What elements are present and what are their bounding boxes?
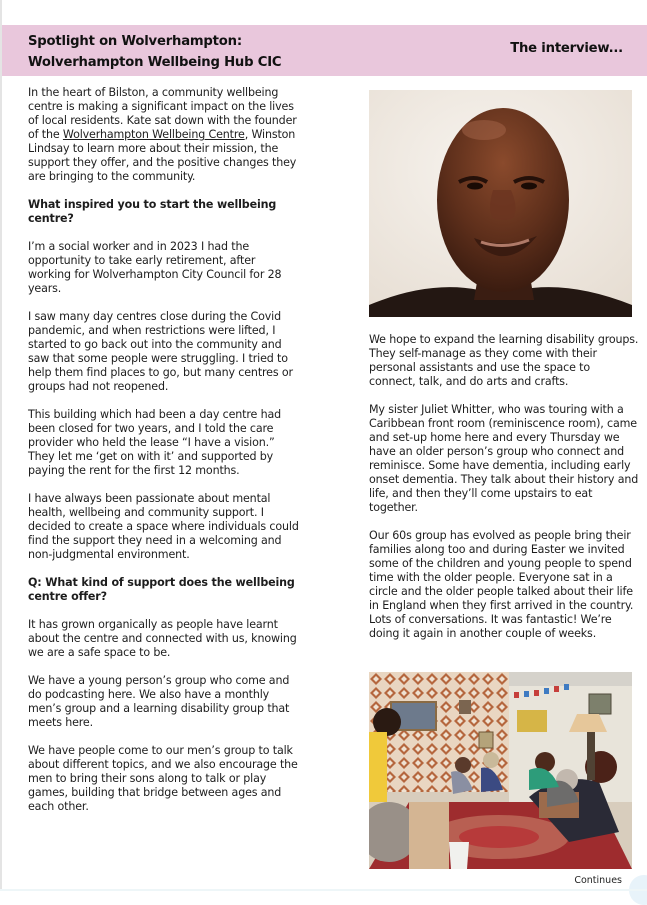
answer-2-paragraph-2: We have a young person’s group who come and do podcasting here. We also have a monthly men’s group and a learning disability group that meets here. bbox=[28, 674, 290, 729]
article-title-line2: Wolverhampton Wellbeing Hub CIC bbox=[28, 55, 282, 70]
answer-1-paragraph-4: I have always been passionate about mental health, wellbeing and community support. I decided to create a space where individuals could find the support they need in a welcoming and non-judgmental environment. bbox=[28, 492, 299, 561]
intro-text-start: In the heart of Bilston, a community wellbeing centre is making a significant impact on the lives of local residents. Kate sat down with the founder of the bbox=[28, 86, 297, 141]
answer-1-paragraph-1: I’m a social worker and in 2023 I had the opportunity to take early retirement, after working for Wolverhampton City Council for 28 years. bbox=[28, 240, 282, 295]
right-paragraph-3: Our 60s group has evolved as people bring their families along too and during Easter we invited some of the children and young people to spend time with the older people. Everyone sat in a circle and the older people talked about their life in England when they first arrived in the country. Lots of conversations. It was fantastic! We’re doing it again in another couple of weeks. bbox=[369, 529, 634, 640]
intro-paragraph bbox=[28, 86, 300, 184]
answer-2-paragraph-1: It has grown organically as people have learnt about the centre and connected with us, knowing we are a safe space to be. bbox=[28, 618, 297, 659]
group-session-photo bbox=[369, 672, 632, 869]
answer-1-paragraph-3: This building which had been a day centre had been closed for two years, and I told the care provider who held the lease “I have a vision.” They let me ‘get on with it’ and supported by paying the rent for the first 12 months. bbox=[28, 408, 281, 477]
question-2: Q: What kind of support does the wellbeing centre offer? bbox=[28, 576, 295, 603]
answer-1-paragraph-2: I saw many day centres close during the Covid pandemic, and when restrictions were lifted, I started to go back out into the community and saw that some people were struggling. I tried to help them find places to go, but many centres or groups had not reopened. bbox=[28, 310, 293, 393]
article-title bbox=[28, 31, 281, 73]
wellbeing-centre-link[interactable]: Wolverhampton Wellbeing Centre bbox=[62, 128, 245, 141]
section-label: The interview... bbox=[510, 41, 623, 56]
page-left-border bbox=[0, 0, 2, 891]
portrait-illustration bbox=[369, 90, 632, 317]
left-column bbox=[28, 86, 300, 828]
right-column bbox=[369, 333, 639, 655]
header-banner bbox=[2, 25, 647, 76]
right-paragraph-1: We hope to expand the learning disability groups. They self-manage as they come with their personal assistants and use the space to connect, talk, and do arts and crafts. bbox=[369, 333, 639, 388]
group-room-illustration bbox=[369, 672, 632, 869]
article-title-line1: Spotlight on Wolverhampton: bbox=[28, 34, 242, 49]
right-paragraph-2: My sister Juliet Whitter, who was touring with a Caribbean front room (reminiscence room), came and set-up home here and every Thursday we have an older person’s group who connect and reminisce. Some have dementia, including early onset dementia. They talk about their history and life, and then they’ll come upstairs to eat together. bbox=[369, 403, 639, 514]
founder-portrait-photo bbox=[369, 90, 632, 317]
question-1: What inspired you to start the wellbeing centre? bbox=[28, 198, 277, 225]
intro-text-end: , Winston Lindsay to learn more about their mission, the support they offer, and the positive changes they are bringing to the community. bbox=[28, 128, 297, 183]
answer-2-paragraph-3: We have people come to our men’s group to talk about different topics, and we also encourage the men to bring their sons along to talk or play games, building that bridge between ages and each other. bbox=[28, 744, 298, 813]
continues-label: Continues bbox=[574, 875, 622, 886]
